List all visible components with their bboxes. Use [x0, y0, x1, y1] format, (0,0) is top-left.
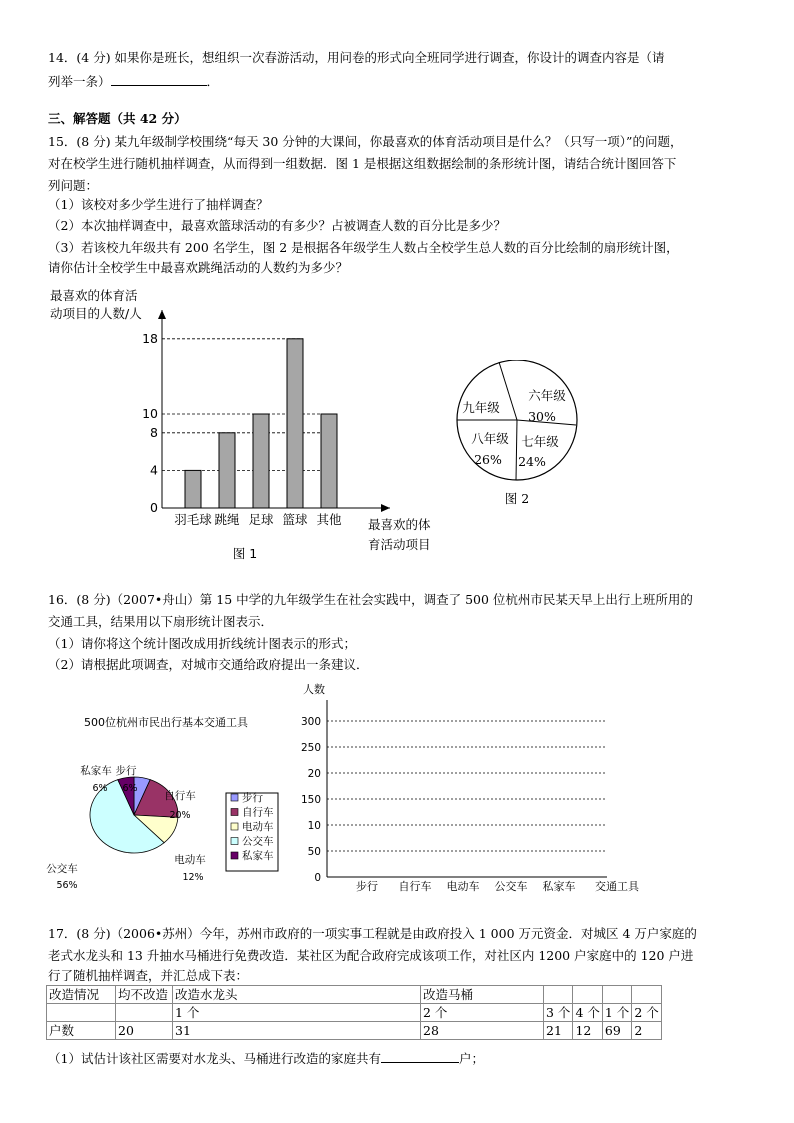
table-row — [47, 1004, 662, 1022]
bar-xlabel-line2: 育活动项目 — [368, 537, 431, 552]
sub-header-cell: 2 个 — [632, 1004, 661, 1022]
value-cell: 69 — [602, 1022, 631, 1040]
line-ytick-label: 250 — [300, 742, 321, 754]
q15-sub4: 请你估计全校学生中最喜欢跳绳活动的人数约为多少？ — [48, 260, 349, 275]
table-cell — [47, 1004, 116, 1022]
q15-line1: 15．(8 分) 某九年级制学校围绕“每天 30 分钟的大课间，你最喜欢的体育活动项目是什么？（只写一项）”的问题， — [48, 134, 683, 149]
header-cell — [632, 986, 661, 1004]
header-cell: 改造水龙头 — [173, 986, 421, 1004]
legend-swatch-0 — [231, 794, 238, 801]
q15-sub2: （2）本次抽样调查中，最喜欢篮球活动的有多少？占被调查人数的百分比是多少？ — [48, 218, 506, 233]
q16-line1: 16．(8 分)（2007•舟山）第 15 中学的九年级学生在社会实践中，调查了 500 位杭州市民某天早上出行上班所用的 — [48, 592, 693, 607]
bar-category-label: 足球 — [248, 512, 274, 527]
q15-sub1: （1）该校对多少学生进行了抽样调查？ — [48, 197, 269, 212]
q14-line1: 14．(4 分) 如果你是班长，想组织一次春游活动，用问卷的形式向全班同学进行调查，你设计的调查内容是（请 — [48, 50, 665, 65]
sub-header-cell: 1 个 — [173, 1004, 421, 1022]
value-cell: 20 — [116, 1022, 173, 1040]
sub-header-cell: 1 个 — [602, 1004, 631, 1022]
empty-line-chart — [295, 678, 655, 898]
bar-y-axis-arrow — [158, 310, 166, 319]
legend-swatch-2 — [231, 823, 238, 830]
sub-header-cell: 4 个 — [573, 1004, 602, 1022]
line-ytick-label: 20 — [307, 768, 321, 780]
bar-category-label: 羽毛球 — [174, 512, 212, 527]
bar-ylabel-line1: 最喜欢的体育活 — [50, 288, 138, 303]
table-cell — [116, 1004, 173, 1022]
pie2-slice-label: 九年级 — [462, 400, 500, 415]
line-category-label: 电动车 — [446, 880, 480, 893]
value-cell: 2 — [632, 1022, 661, 1040]
pie-chart-fig2 — [450, 360, 590, 515]
bar-1 — [219, 433, 235, 508]
table-row — [47, 986, 662, 1004]
bar-ytick-label: 8 — [150, 424, 158, 440]
q16-sub2: （2）请根据此项调查，对城市交通给政府提出一条建议． — [48, 657, 369, 672]
transport-pie-chart — [44, 708, 290, 898]
pie2-title: 图 2 — [504, 491, 530, 506]
value-cell: 12 — [573, 1022, 602, 1040]
sub-header-cell: 3 个 — [544, 1004, 573, 1022]
sub-header-cell: 2 个 — [421, 1004, 544, 1022]
q16-sub1: （1）请你将这个统计图改成用折线统计图表示的形式； — [48, 636, 356, 651]
row-label-cell: 户数 — [47, 1022, 116, 1040]
bar-ytick-label: 18 — [142, 330, 158, 346]
q17-answer-blank[interactable] — [381, 1050, 459, 1063]
legend-label: 步行 — [242, 792, 263, 804]
header-cell — [544, 986, 573, 1004]
line-category-label: 公交车 — [494, 880, 528, 893]
q17-sub1-prefix: （1）试估计该社区需要对水龙头、马桶进行改造的家庭共有 — [48, 1051, 381, 1066]
value-cell: 31 — [173, 1022, 421, 1040]
q17-line1: 17．(8 分)（2006•苏州）今年，苏州市政府的一项实事工程就是由政府投入 1 000 万元资金．对城区 4 万户家庭的 — [48, 926, 697, 941]
header-cell — [602, 986, 631, 1004]
bar-x-axis-arrow — [381, 504, 390, 512]
header-cell — [573, 986, 602, 1004]
header-cell: 改造情况 — [47, 986, 116, 1004]
bar-chart-title: 图 1 — [232, 546, 258, 561]
q14-line2-suffix: ． — [206, 74, 220, 89]
q17-sub1 — [48, 1050, 484, 1068]
transport-slice-label: 私家车 — [80, 765, 112, 777]
bar-ytick-label: 4 — [150, 462, 158, 478]
bar-3 — [287, 339, 303, 508]
survey-table — [46, 985, 662, 1040]
line-category-label: 自行车 — [398, 880, 432, 893]
bar-ytick-label: 10 — [142, 406, 158, 421]
legend-label: 自行车 — [242, 806, 274, 819]
line-ytick-label: 150 — [300, 794, 321, 806]
bar-category-label: 篮球 — [282, 512, 308, 527]
bar-ylabel-line2: 动项目的人数/人 — [50, 306, 142, 321]
transport-slice-label: 公交车 — [46, 863, 78, 875]
transport-slice-value: 20% — [169, 810, 191, 821]
line-category-label: 步行 — [356, 880, 378, 893]
line-category-label: 私家车 — [542, 880, 576, 893]
q17-sub1-suffix: 户； — [458, 1051, 484, 1066]
transport-slice-value: 12% — [182, 872, 204, 883]
bar-2 — [253, 414, 269, 508]
bar-4 — [321, 414, 337, 508]
q15-line3: 列问题： — [48, 178, 99, 193]
transport-pie-title: 500位杭州市民出行基本交通工具 — [84, 716, 248, 729]
transport-slice-label: 自行车 — [164, 790, 196, 802]
bar-xlabel-line1: 最喜欢的体 — [368, 517, 431, 532]
q17-line3: 行了随机抽样调查，并汇总成下表： — [48, 968, 249, 983]
legend-swatch-3 — [231, 838, 238, 845]
pie2-slice-label: 六年级 — [528, 388, 566, 403]
header-cell: 均不改造 — [116, 986, 173, 1004]
q15-line2: 对在校学生进行随机抽样调查，从而得到一组数据．图 1 是根据这组数据绘制的条形统计图，请结合统计图回答下 — [48, 156, 677, 171]
pie2-slice-value: 24% — [518, 454, 546, 469]
transport-slice-label: 电动车 — [174, 854, 206, 866]
bar-chart-fig1 — [40, 280, 460, 570]
q14-answer-blank[interactable] — [111, 73, 207, 86]
bar-category-label: 其他 — [316, 512, 342, 527]
legend-swatch-1 — [231, 809, 238, 816]
q16-line2: 交通工具，结果用以下扇形统计图表示． — [48, 614, 274, 629]
q14-line2-prefix: 列举一条） — [48, 74, 111, 89]
q15-sub3: （3）若该校九年级共有 200 名学生，图 2 是根据各年级学生人数占全校学生总人数的百分比绘制的扇形统计图， — [48, 240, 679, 255]
transport-slice-label: 步行 — [115, 765, 137, 777]
legend-label: 电动车 — [242, 821, 274, 833]
line-xlabel: 交通工具 — [595, 880, 639, 893]
pie2-slice-label: 七年级 — [521, 434, 559, 449]
line-ytick-label: 50 — [307, 846, 321, 858]
pie2-slice-label: 八年级 — [471, 431, 509, 446]
header-cell: 改造马桶 — [421, 986, 544, 1004]
legend-swatch-4 — [231, 852, 238, 859]
q17-line2: 老式水龙头和 13 升抽水马桶进行免费改造．某社区为配合政府完成该项工作，对社区内 1200 户家庭中的 120 户进 — [48, 948, 694, 963]
line-ylabel: 人数 — [303, 683, 325, 696]
value-cell: 21 — [544, 1022, 573, 1040]
table-row — [47, 1022, 662, 1040]
transport-slice-value: 6% — [92, 783, 108, 794]
legend-label: 公交车 — [242, 835, 274, 848]
value-cell: 28 — [421, 1022, 544, 1040]
line-ytick-label: 0 — [314, 872, 321, 884]
legend-label: 私家车 — [242, 850, 274, 862]
bar-0 — [185, 470, 201, 508]
section3-title: 三、解答题（共 42 分） — [48, 111, 187, 126]
line-ytick-label: 10 — [307, 820, 321, 832]
bar-ytick-label: 0 — [150, 500, 158, 515]
transport-slice-value: 56% — [56, 880, 78, 891]
pie2-slice-value: 26% — [474, 452, 502, 467]
bar-category-label: 跳绳 — [214, 512, 240, 527]
pie2-slice-value: 30% — [528, 409, 556, 424]
q14-line2 — [48, 73, 219, 91]
line-ytick-label: 300 — [300, 716, 321, 728]
transport-slice-value: 6% — [122, 783, 138, 794]
